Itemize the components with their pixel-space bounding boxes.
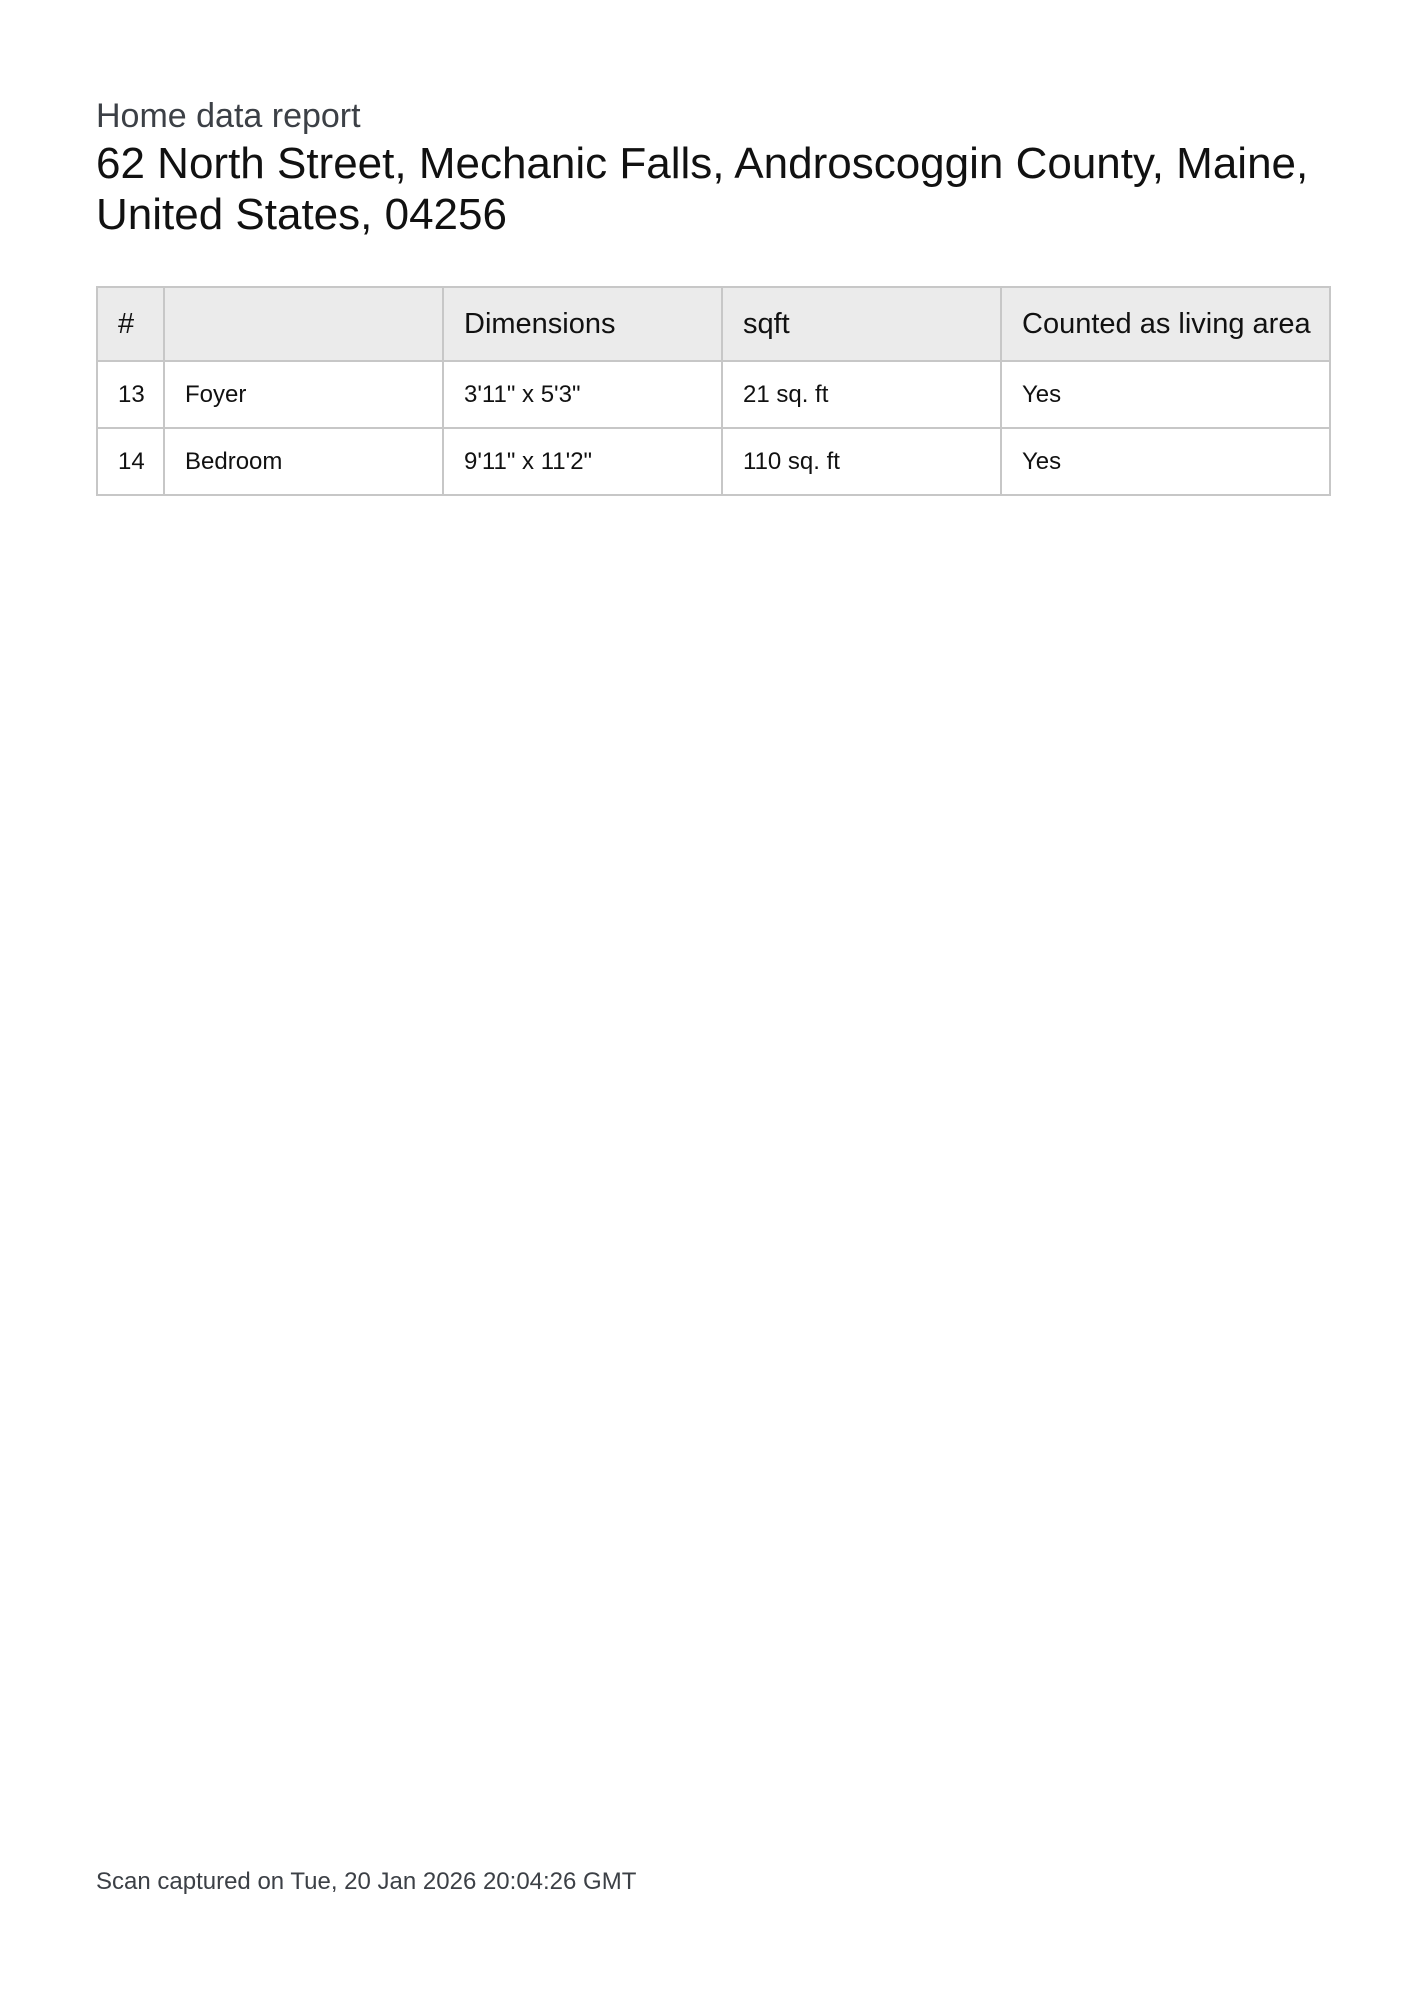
cell-number: 13 (97, 361, 164, 428)
report-label: Home data report (96, 97, 361, 135)
column-header-sqft: sqft (722, 287, 1001, 361)
table-header-row (97, 287, 1330, 361)
table-row (97, 361, 1330, 428)
rooms-table (96, 286, 1331, 496)
cell-room-name: Bedroom (164, 428, 443, 495)
column-header-number: # (97, 287, 164, 361)
cell-dimensions: 9'11" x 11'2" (443, 428, 722, 495)
cell-dimensions: 3'11" x 5'3" (443, 361, 722, 428)
table-row (97, 428, 1330, 495)
column-header-dimensions: Dimensions (443, 287, 722, 361)
cell-living-area: Yes (1001, 428, 1330, 495)
column-header-living-area: Counted as living area (1001, 287, 1330, 361)
cell-number: 14 (97, 428, 164, 495)
scan-timestamp: Scan captured on Tue, 20 Jan 2026 20:04:26 GMT (96, 1868, 637, 1895)
cell-sqft: 21 sq. ft (722, 361, 1001, 428)
column-header-room (164, 287, 443, 361)
page-title: 62 North Street, Mechanic Falls, Androscoggin County, Maine, United States, 04256 (96, 139, 1309, 239)
cell-sqft: 110 sq. ft (722, 428, 1001, 495)
cell-living-area: Yes (1001, 361, 1330, 428)
cell-room-name: Foyer (164, 361, 443, 428)
